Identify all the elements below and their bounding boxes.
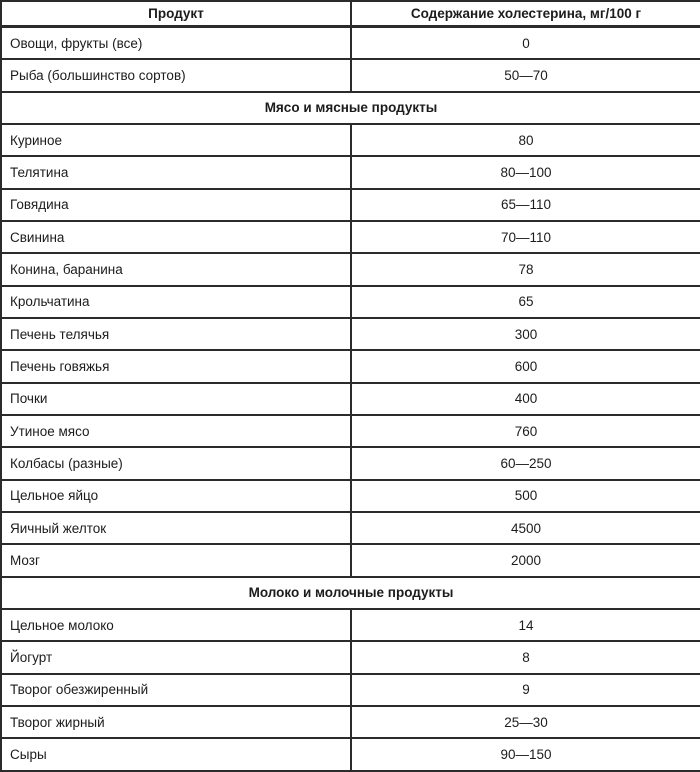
product-cell: Цельное яйцо	[1, 480, 351, 512]
value-cell: 70—110	[351, 221, 700, 253]
table-row	[1, 286, 700, 318]
value-cell: 600	[351, 350, 700, 382]
product-cell: Рыба (большинство сортов)	[1, 59, 351, 91]
product-cell: Яичный желток	[1, 512, 351, 544]
value-cell: 2000	[351, 544, 700, 576]
value-column-header: Содержание холестерина, мг/100 г	[351, 1, 700, 27]
product-cell: Свинина	[1, 221, 351, 253]
product-cell: Крольчатина	[1, 286, 351, 318]
table-row	[1, 738, 700, 771]
product-cell: Сыры	[1, 738, 351, 771]
table-row	[1, 544, 700, 576]
product-cell: Утиное мясо	[1, 415, 351, 447]
table-row	[1, 447, 700, 479]
section-row	[1, 577, 700, 609]
product-column-header: Продукт	[1, 1, 351, 27]
value-cell: 400	[351, 383, 700, 415]
value-cell: 78	[351, 253, 700, 285]
table-row	[1, 415, 700, 447]
value-cell: 300	[351, 318, 700, 350]
product-cell: Конина, баранина	[1, 253, 351, 285]
product-cell: Телятина	[1, 156, 351, 188]
table-row	[1, 383, 700, 415]
table-row	[1, 124, 700, 156]
section-row	[1, 92, 700, 124]
table-row	[1, 641, 700, 673]
table-row	[1, 674, 700, 706]
value-cell: 14	[351, 609, 700, 641]
product-cell: Печень говяжья	[1, 350, 351, 382]
value-cell: 80—100	[351, 156, 700, 188]
table-row	[1, 189, 700, 221]
product-cell: Творог обезжиренный	[1, 674, 351, 706]
value-cell: 60—250	[351, 447, 700, 479]
product-cell: Творог жирный	[1, 706, 351, 738]
value-cell: 50—70	[351, 59, 700, 91]
product-cell: Почки	[1, 383, 351, 415]
table-row	[1, 350, 700, 382]
header-row	[1, 1, 700, 27]
table-row	[1, 221, 700, 253]
value-cell: 65	[351, 286, 700, 318]
value-cell: 65—110	[351, 189, 700, 221]
table-row	[1, 609, 700, 641]
product-cell: Колбасы (разные)	[1, 447, 351, 479]
value-cell: 0	[351, 27, 700, 60]
product-cell: Овощи, фрукты (все)	[1, 27, 351, 60]
value-cell: 500	[351, 480, 700, 512]
product-cell: Куриное	[1, 124, 351, 156]
table-row	[1, 253, 700, 285]
value-cell: 760	[351, 415, 700, 447]
table-row	[1, 706, 700, 738]
table-row	[1, 318, 700, 350]
product-cell: Мозг	[1, 544, 351, 576]
value-cell: 9	[351, 674, 700, 706]
value-cell: 8	[351, 641, 700, 673]
product-cell: Говядина	[1, 189, 351, 221]
table-row	[1, 512, 700, 544]
table-row	[1, 480, 700, 512]
product-cell: Печень телячья	[1, 318, 351, 350]
value-cell: 4500	[351, 512, 700, 544]
value-cell: 90—150	[351, 738, 700, 771]
table-row	[1, 27, 700, 60]
table-row	[1, 59, 700, 91]
value-cell: 25—30	[351, 706, 700, 738]
value-cell: 80	[351, 124, 700, 156]
product-cell: Цельное молоко	[1, 609, 351, 641]
section-header-dairy: Молоко и молочные продукты	[1, 577, 700, 609]
table-row	[1, 156, 700, 188]
section-header-meat: Мясо и мясные продукты	[1, 92, 700, 124]
product-cell: Йогурт	[1, 641, 351, 673]
